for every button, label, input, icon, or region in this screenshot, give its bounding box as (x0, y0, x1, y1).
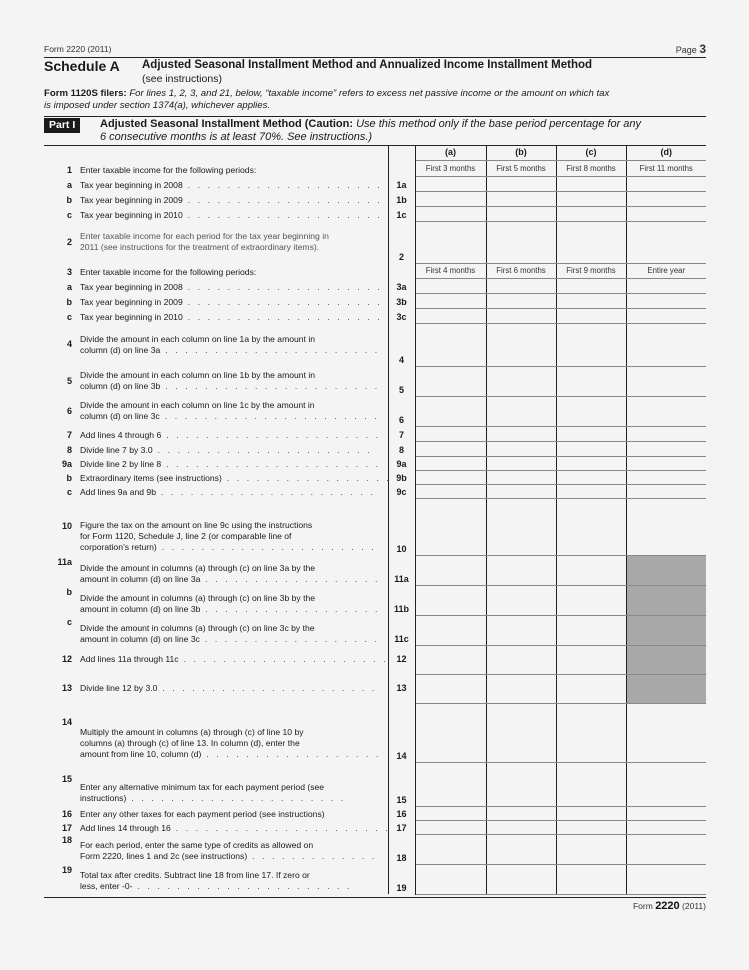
line-6-num: 6 (66, 405, 72, 416)
line-11b-col-d-shaded (626, 585, 706, 615)
line-11c-ref: 11c (388, 615, 415, 645)
line-11a-col-c[interactable] (556, 555, 626, 585)
schedule-a-table (44, 146, 706, 895)
line-1a-col-b[interactable] (486, 176, 556, 191)
line-19-col-b[interactable] (486, 864, 556, 894)
line-19-col-a[interactable] (415, 864, 486, 894)
line-1b-col-c[interactable] (556, 191, 626, 206)
line-17-num: 17 (61, 823, 72, 833)
line-6-col-c[interactable] (556, 396, 626, 426)
line-9c-col-a[interactable] (415, 484, 486, 498)
line-14-num: 14 (61, 717, 72, 727)
line-1-text: Enter taxable income for the following periods: (80, 165, 257, 175)
line-3-text: Enter taxable income for the following periods: (80, 267, 257, 277)
bottom-rule (44, 897, 706, 898)
line-12-col-a[interactable] (415, 645, 486, 674)
line-5-text1: Divide the amount in each column on line 1b by the amount in (80, 370, 316, 380)
line-11a-ref: 11a (388, 555, 415, 585)
line-9c-row (44, 484, 706, 498)
part-title-line2: 6 consecutive months is at least 70%. See instructions.) (100, 131, 373, 143)
line-3a-num: a (66, 282, 72, 292)
line-19-row (44, 864, 706, 894)
line-3c-col-b[interactable] (486, 308, 556, 323)
line-6-text1: Divide the amount in each column on line 1c by the amount in (80, 400, 315, 410)
line-2-ref: 2 (388, 221, 415, 263)
line-14-row (44, 703, 706, 762)
line-14-text1: Multiply the amount in columns (a) through (c) of line 10 by (80, 727, 304, 737)
line-1a-col-a[interactable] (415, 176, 486, 191)
line-1c-row (44, 206, 706, 221)
line-4-text1: Divide the amount in each column on line 1a by the amount in (80, 333, 316, 344)
line-1a-col-d[interactable] (626, 176, 706, 191)
line-11b-text1: Divide the amount in columns (a) through (c) on line 3b by the (80, 593, 316, 603)
line-3a-col-a[interactable] (415, 278, 486, 293)
line-3b-text: Tax year beginning in 2009 (80, 297, 183, 307)
line-9b-text: Extraordinary items (see instructions) (80, 473, 222, 483)
line-12-col-b[interactable] (486, 645, 556, 674)
col-c-letter: (c) (556, 146, 626, 160)
line-9a-col-c[interactable] (556, 456, 626, 470)
line-17-col-d[interactable] (626, 820, 706, 834)
line-5-text2: column (d) on line 3b (80, 381, 161, 391)
line-18-col-c[interactable] (556, 834, 626, 864)
line-10-text1: Figure the tax on the amount on line 9c using the instructions (80, 520, 313, 530)
line-8-col-d[interactable] (626, 441, 706, 456)
line-13-row (44, 674, 706, 703)
line-1-num: 1 (66, 165, 72, 175)
line-9a-col-b[interactable] (486, 456, 556, 470)
col-b-letter: (b) (486, 146, 556, 160)
line-8-col-b[interactable] (486, 441, 556, 456)
line-18-col-b[interactable] (486, 834, 556, 864)
line-11c-num: c (66, 617, 72, 627)
line-3b-num: b (66, 297, 72, 307)
line-1a-num: a (66, 180, 72, 190)
period-1-b: First 5 months (486, 160, 556, 176)
line-4-col-c[interactable] (556, 323, 626, 366)
line-9c-ref: 9c (388, 484, 415, 498)
line-1b-row (44, 191, 706, 206)
line-9c-text: Add lines 9a and 9b (80, 487, 156, 497)
line-11b-col-a[interactable] (415, 585, 486, 615)
line-12-ref: 12 (388, 645, 415, 674)
line-16-row (44, 806, 706, 820)
line-9b-col-b[interactable] (486, 470, 556, 484)
line-12-row (44, 645, 706, 674)
line-9c-num: c (66, 487, 72, 497)
line-18-num: 18 (61, 835, 72, 845)
line-5-col-a[interactable] (415, 366, 486, 396)
line-4-ref: 4 (388, 323, 415, 366)
schedule-label: Schedule A (44, 58, 120, 74)
line-16-text: Enter any other taxes for each payment period (see instructions) (80, 809, 325, 819)
line-2-num: 2 (66, 236, 72, 247)
line-3c-col-d[interactable] (626, 308, 706, 323)
line-12-num: 12 (61, 654, 72, 664)
line-17-col-a[interactable] (415, 820, 486, 834)
line-13-col-a[interactable] (415, 674, 486, 703)
line-5-num: 5 (66, 375, 72, 386)
line-16-num: 16 (61, 809, 72, 819)
line-5-col-d[interactable] (626, 366, 706, 396)
line-10-col-b[interactable] (486, 498, 556, 555)
line-4-col-d[interactable] (626, 323, 706, 366)
line-14-col-b[interactable] (486, 703, 556, 762)
line-18-col-d[interactable] (626, 834, 706, 864)
line-2-text (78, 221, 388, 263)
line-17-ref: 17 (388, 820, 415, 834)
line-9a-col-a[interactable] (415, 456, 486, 470)
line-10-ref: 10 (388, 498, 415, 555)
part-label: Part I (44, 118, 80, 133)
footer-form-number: 2220 (655, 900, 680, 912)
line-9b-ref: 9b (388, 470, 415, 484)
line-1c-col-b[interactable] (486, 206, 556, 221)
line-3b-row (44, 293, 706, 308)
line-3b-col-b[interactable] (486, 293, 556, 308)
part-title-bold: Adjusted Seasonal Installment Method (Caution: (100, 118, 354, 130)
line-9b-col-c[interactable] (556, 470, 626, 484)
line-2-col-a[interactable] (415, 221, 486, 263)
line-6-col-a[interactable] (415, 396, 486, 426)
line-15-col-d[interactable] (626, 762, 706, 806)
line-15-row (44, 762, 706, 806)
line-13-ref: 13 (388, 674, 415, 703)
period-3-b: First 6 months (486, 263, 556, 278)
period-3-c: First 9 months (556, 263, 626, 278)
line-11a-row (44, 555, 706, 585)
line-11c-col-a[interactable] (415, 615, 486, 645)
line-4-num: 4 (66, 339, 72, 349)
line-1b-num: b (66, 195, 72, 205)
line-9a-col-d[interactable] (626, 456, 706, 470)
line-7-col-c[interactable] (556, 426, 626, 441)
line-11a-col-d-shaded (626, 555, 706, 585)
line-3-row (44, 263, 706, 278)
line-11b-col-c[interactable] (556, 585, 626, 615)
line-7-row (44, 426, 706, 441)
line-3a-ref: 3a (388, 278, 415, 293)
line-9b-col-d[interactable] (626, 470, 706, 484)
line-1b-col-d[interactable] (626, 191, 706, 206)
column-letter-row (44, 146, 706, 160)
line-10-text3: corporation’s return) (80, 542, 157, 552)
line-3b-ref: 3b (388, 293, 415, 308)
line-7-col-a[interactable] (415, 426, 486, 441)
line-1c-num: c (66, 210, 72, 220)
line-17-row (44, 820, 706, 834)
line-3a-row (44, 278, 706, 293)
line-8-col-c[interactable] (556, 441, 626, 456)
line-3a-text: Tax year beginning in 2008 (80, 282, 183, 292)
line-15-ref: 15 (388, 762, 415, 806)
line-5-col-c[interactable] (556, 366, 626, 396)
line-2-row (44, 221, 706, 263)
line-16-col-d[interactable] (626, 806, 706, 820)
line-3a-col-c[interactable] (556, 278, 626, 293)
filers-note-text: For lines 1, 2, 3, and 21, below, “taxable income” refers to excess net passive income or the amount on which tax (126, 88, 610, 99)
line-3c-ref: 3c (388, 308, 415, 323)
line-15-num: 15 (61, 774, 72, 784)
line-11a-col-a[interactable] (415, 555, 486, 585)
line-1b-text: Tax year beginning in 2009 (80, 195, 183, 205)
line-6-col-d[interactable] (626, 396, 706, 426)
line-4-col-b[interactable] (486, 323, 556, 366)
line-9b-col-a[interactable] (415, 470, 486, 484)
line-9c-col-c[interactable] (556, 484, 626, 498)
line-3b-col-d[interactable] (626, 293, 706, 308)
line-3b-col-a[interactable] (415, 293, 486, 308)
line-5-row (44, 366, 706, 396)
line-16-col-a[interactable] (415, 806, 486, 820)
line-9c-col-b[interactable] (486, 484, 556, 498)
period-3-d: Entire year (626, 263, 706, 278)
schedule-subtitle: (see instructions) (142, 73, 222, 85)
line-6-text2: column (d) on line 3c (80, 411, 160, 421)
line-3c-row (44, 308, 706, 323)
line-1b-col-a[interactable] (415, 191, 486, 206)
line-13-col-d-shaded (626, 674, 706, 703)
line-11c-col-d-shaded (626, 615, 706, 645)
line-3a-col-b[interactable] (486, 278, 556, 293)
line-7-num: 7 (66, 430, 72, 440)
line-3b-col-c[interactable] (556, 293, 626, 308)
line-10-row (44, 498, 706, 555)
line-3c-text: Tax year beginning in 2010 (80, 312, 183, 322)
line-1a-row (44, 176, 706, 191)
line-18-col-a[interactable] (415, 834, 486, 864)
line-7-ref: 7 (388, 426, 415, 441)
line-14-ref: 14 (388, 703, 415, 762)
line-11b-row (44, 585, 706, 615)
line-1a-text: Tax year beginning in 2008 (80, 180, 183, 190)
line-9b-row (44, 470, 706, 484)
line-19-col-d[interactable] (626, 864, 706, 894)
line-6-ref: 6 (388, 396, 415, 426)
part-top-rule (44, 116, 706, 117)
line-1c-col-a[interactable] (415, 206, 486, 221)
line-13-col-b[interactable] (486, 674, 556, 703)
line-1c-text: Tax year beginning in 2010 (80, 210, 183, 220)
schedule-title: Adjusted Seasonal Installment Method and Annualized Income Installment Method (142, 59, 593, 71)
line-16-ref: 16 (388, 806, 415, 820)
line-11b-col-b[interactable] (486, 585, 556, 615)
line-11a-col-b[interactable] (486, 555, 556, 585)
line-1a-ref: 1a (388, 176, 415, 191)
form-id: Form 2220 (2011) (44, 44, 112, 54)
line-2-col-b[interactable] (486, 221, 556, 263)
line-9a-row (44, 456, 706, 470)
line-7-col-d[interactable] (626, 426, 706, 441)
line-12-col-d-shaded (626, 645, 706, 674)
filers-note-text2: is imposed under section 1374(a), whichever applies. (44, 100, 271, 111)
line-11c-row (44, 615, 706, 645)
line-11a-text1: Divide the amount in columns (a) through (c) on line 3a by the (80, 563, 316, 573)
line-11b-ref: 11b (388, 585, 415, 615)
footer-year: (2011) (682, 901, 706, 911)
line-9a-num: 9a (61, 459, 72, 469)
page-indicator (676, 42, 706, 56)
line-18-ref: 18 (388, 834, 415, 864)
top-rule (44, 57, 706, 58)
line-11c-text2: amount in column (d) on line 3c (80, 634, 200, 644)
line-2-text1: Enter taxable income for each period for the tax year beginning in (80, 231, 329, 241)
line-8-ref: 8 (388, 441, 415, 456)
line-8-text: Divide line 7 by 3.0 (80, 445, 153, 455)
line-19-text1: Total tax after credits. Subtract line 18 from line 17. If zero or (80, 870, 310, 880)
line-19-num: 19 (61, 865, 72, 875)
line-10-col-a[interactable] (415, 498, 486, 555)
line-13-text: Divide line 12 by 3.0 (80, 683, 158, 693)
line-14-col-d[interactable] (626, 703, 706, 762)
page-number: 3 (699, 42, 706, 56)
line-6-row (44, 396, 706, 426)
line-14-text2: columns (a) through (c) of line 13. In column (d), enter the (80, 738, 300, 748)
line-8-num: 8 (66, 445, 72, 455)
line-19-ref: 19 (388, 864, 415, 894)
line-15-col-a[interactable] (415, 762, 486, 806)
line-9b-num: b (66, 473, 72, 483)
line-1b-ref: 1b (388, 191, 415, 206)
line-12-text: Add lines 11a through 11c (80, 654, 179, 664)
line-2-col-d[interactable] (626, 221, 706, 263)
line-10-col-c[interactable] (556, 498, 626, 555)
line-15-col-c[interactable] (556, 762, 626, 806)
line-2-text2: 2011 (see instructions for the treatment of extraordinary items). (80, 242, 320, 252)
line-13-num: 13 (61, 683, 72, 693)
line-8-col-a[interactable] (415, 441, 486, 456)
line-8-row (44, 441, 706, 456)
col-d-letter: (d) (626, 146, 706, 160)
filers-note-bold: Form 1120S filers: (44, 88, 127, 99)
line-14-text3: amount from line 10, column (d) (80, 749, 202, 759)
line-13-col-c[interactable] (556, 674, 626, 703)
line-12-col-c[interactable] (556, 645, 626, 674)
page-label: Page (675, 45, 697, 55)
line-19-text2: less, enter -0- (80, 881, 133, 891)
line-11a-text2: amount in column (d) on line 3a (80, 574, 201, 584)
line-14-col-c[interactable] (556, 703, 626, 762)
line-17-col-b[interactable] (486, 820, 556, 834)
period-3-a: First 4 months (415, 263, 486, 278)
line-1c-col-c[interactable] (556, 206, 626, 221)
line-10-text2: for Form 1120, Schedule J, line 2 (or comparable line of (80, 531, 292, 541)
line-1b-col-b[interactable] (486, 191, 556, 206)
line-17-col-c[interactable] (556, 820, 626, 834)
line-4-text2: column (d) on line 3a (80, 344, 161, 355)
line-18-text1: For each period, enter the same type of credits as allowed on (80, 840, 314, 850)
line-11c-text1: Divide the amount in columns (a) through (c) on line 3c by the (80, 623, 315, 633)
line-1a-col-c[interactable] (556, 176, 626, 191)
line-10-num: 10 (61, 521, 72, 531)
line-3c-col-c[interactable] (556, 308, 626, 323)
line-11b-num: b (66, 587, 72, 597)
line-15-text1: Enter any alternative minimum tax for each payment period (see (80, 782, 325, 792)
line-4-col-a[interactable] (415, 323, 486, 366)
line-14-col-a[interactable] (415, 703, 486, 762)
line-2-col-c[interactable] (556, 221, 626, 263)
col-a-letter: (a) (415, 146, 486, 160)
period-1-d: First 11 months (626, 160, 706, 176)
line-19-col-c[interactable] (556, 864, 626, 894)
footer-prefix: Form (632, 901, 653, 911)
line-17-text: Add lines 14 through 16 (80, 823, 171, 833)
line-16-col-b[interactable] (486, 806, 556, 820)
line-16-col-c[interactable] (556, 806, 626, 820)
line-9a-ref: 9a (388, 456, 415, 470)
line-1c-col-d[interactable] (626, 206, 706, 221)
line-5-ref: 5 (388, 366, 415, 396)
line-11a-num: 11a (57, 557, 72, 567)
line-15-text2: instructions) (80, 793, 127, 803)
footer-form-id (633, 900, 706, 912)
line-3c-col-a[interactable] (415, 308, 486, 323)
line-9a-text: Divide line 2 by line 8 (80, 459, 162, 469)
line-5-col-b[interactable] (486, 366, 556, 396)
line-11b-text2: amount in column (d) on line 3b (80, 604, 201, 614)
filers-note (44, 88, 709, 112)
period-1-c: First 8 months (556, 160, 626, 176)
part-title (100, 118, 641, 144)
period-1-a: First 3 months (415, 160, 486, 176)
line-11c-col-c[interactable] (556, 615, 626, 645)
line-18-text2: Form 2220, lines 1 and 2c (see instructions) (80, 851, 248, 861)
line-3c-num: c (66, 312, 72, 322)
line-4-row (44, 323, 706, 366)
line-6-col-b[interactable] (486, 396, 556, 426)
line-7-text: Add lines 4 through 6 (80, 430, 162, 440)
line-3-num: 3 (66, 267, 72, 277)
line-1c-ref: 1c (388, 206, 415, 221)
line-11c-col-b[interactable] (486, 615, 556, 645)
line-1-row (44, 160, 706, 176)
line-7-col-b[interactable] (486, 426, 556, 441)
line-18-row (44, 834, 706, 864)
line-10-col-d[interactable] (626, 498, 706, 555)
part-title-italic: Use this method only if the base period percentage for any (353, 118, 642, 130)
line-9c-col-d[interactable] (626, 484, 706, 498)
line-15-col-b[interactable] (486, 762, 556, 806)
line-3a-col-d[interactable] (626, 278, 706, 293)
